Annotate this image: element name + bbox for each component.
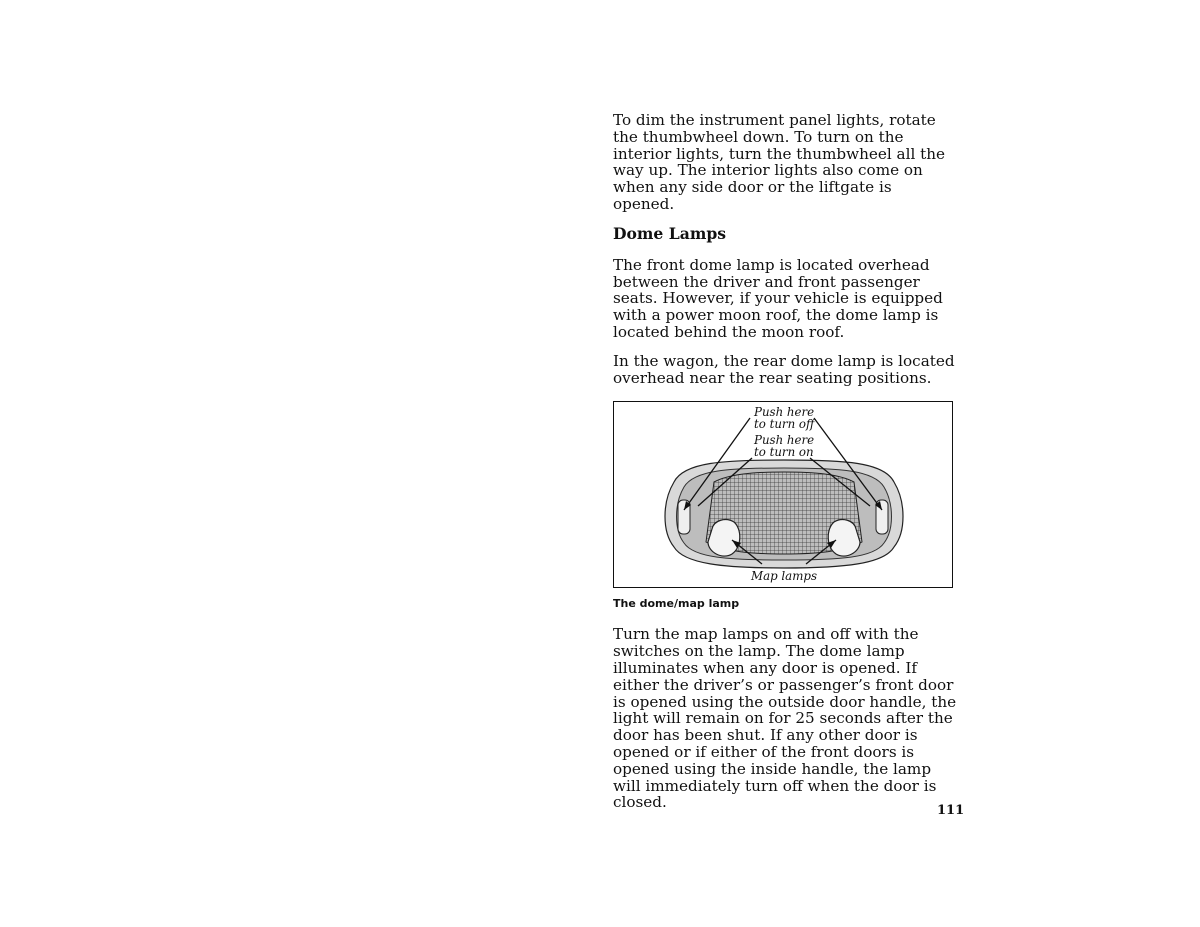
intro-paragraph: To dim the instrument panel lights, rotate the thumbwheel down. To turn on the interior lights, turn the thumbwheel all the way up. The interior lights also come on when any side door or the liftgate is opened.: [613, 111, 946, 213]
map-lamp-paragraph: Turn the map lamps on and off with the switches on the lamp. The dome lamp illuminates when any door is opened. If either the driver’s or passenger’s front door is opened using the outside door handle, the light will remain on for 25 seconds after the door has been shut. If any other door is opened or if either of the front doors is opened using the inside handle, the lamp will immediately turn off when the door is closed.: [613, 625, 957, 812]
label-push-on-line1: Push here: [754, 433, 815, 448]
page-number: 111: [937, 803, 965, 818]
section-heading: Dome Lamps: [613, 223, 727, 243]
label-map-lamps: Map lamps: [751, 569, 818, 584]
dome-paragraph-1: The front dome lamp is located overhead between the driver and front passenger seats. However, if your vehicle is equipped with a power moon roof, the dome lamp is located behind the moon roof.: [613, 255, 943, 341]
dome-paragraph-2: In the wagon, the rear dome lamp is located overhead near the rear seating positions.: [613, 351, 955, 387]
dome-lamp-figure: [613, 401, 953, 588]
label-push-on-line2: to turn on: [754, 445, 814, 460]
text-column: [613, 112, 963, 811]
figure-caption: The dome/map lamp: [613, 597, 740, 611]
label-push-off-line2: to turn off: [754, 417, 815, 432]
label-push-off-line1: Push here: [754, 405, 815, 420]
